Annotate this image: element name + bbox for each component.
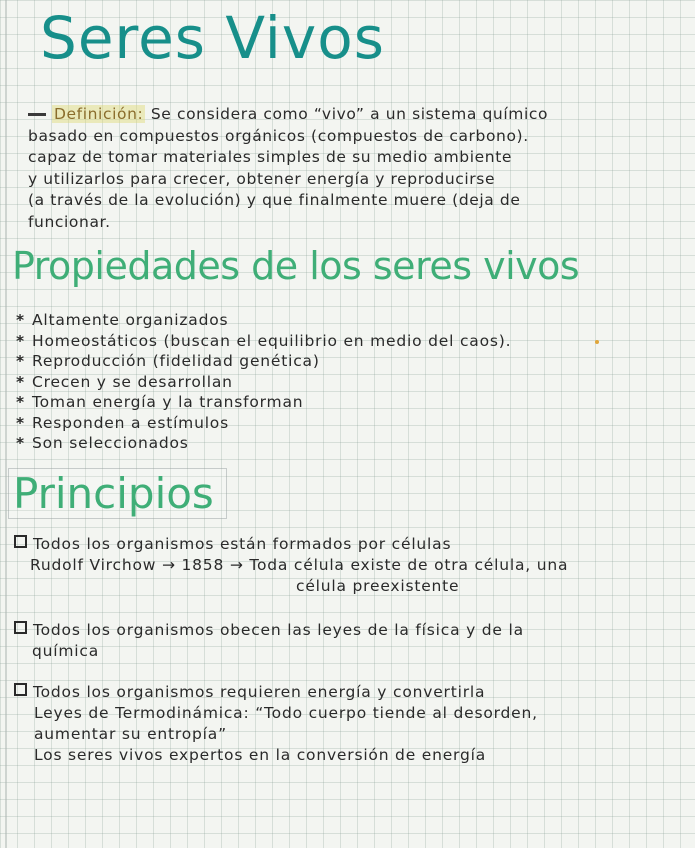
definition-line-5: (a través de la evolución) y que finalmente muere (deja de: [28, 191, 521, 209]
asterisk-bullet-icon: *: [16, 434, 25, 452]
principle-3-line-4: Los seres vivos expertos en la conversión de energía: [34, 746, 487, 764]
list-item: * Reproducción (fidelidad genética): [16, 352, 320, 370]
principle-1-line-2: Rudolf Virchow → 1858 → Toda célula existe de otra célula, una: [30, 556, 569, 574]
page-title: Seres Vivos: [40, 4, 385, 72]
principle-item-3: [14, 682, 679, 766]
list-item: * Responden a estímulos: [16, 413, 229, 432]
checkbox-square-icon: [14, 683, 27, 696]
principle-item-2: [14, 620, 679, 662]
definition-label: Definición:: [54, 105, 144, 123]
principle-3-line-1: Todos los organismos requieren energía y convertirla: [33, 683, 486, 701]
asterisk-bullet-icon: *: [16, 413, 25, 432]
principles-heading: [8, 468, 227, 519]
definition-line-4: y utilizarlos para crecer, obtener energía y reproducirse: [28, 169, 496, 188]
asterisk-bullet-icon: *: [16, 393, 25, 411]
list-item: * Altamente organizados: [16, 311, 229, 329]
list-item: * Homeostáticos (buscan el equilibrio en medio del caos).: [16, 331, 512, 350]
list-item: * Crecen y se desarrollan: [16, 372, 233, 391]
definition-line-2: basado en compuestos orgánicos (compuestos de carbono).: [28, 126, 529, 145]
checkbox-square-icon: [14, 621, 27, 634]
definition-line-1: Definición: Se considera como “vivo” a un sistema químico: [28, 104, 668, 126]
principle-item-1: [14, 534, 679, 597]
asterisk-bullet-icon: *: [16, 372, 25, 391]
paper-speck: [595, 340, 599, 344]
principle-2-line-1: Todos los organismos obecen las leyes de la física y de la: [33, 621, 524, 639]
definition-block: [28, 104, 668, 233]
asterisk-bullet-icon: *: [16, 352, 25, 370]
definition-line-6: funcionar.: [28, 212, 111, 231]
dash-icon: [28, 113, 46, 116]
list-item: * Toman energía y la transforman: [16, 393, 304, 411]
properties-list: [16, 310, 511, 454]
principle-1-line-1: Todos los organismos están formados por células: [33, 535, 452, 553]
definition-line-3: capaz de tomar materiales simples de su medio ambiente: [28, 148, 513, 166]
checkbox-square-icon: [14, 535, 27, 548]
principle-2-line-2: química: [32, 642, 99, 660]
properties-heading: Propiedades de los seres vivos: [12, 244, 580, 288]
asterisk-bullet-icon: *: [16, 311, 25, 329]
principles-heading-text: Principios: [8, 468, 227, 519]
list-item: * Son seleccionados: [16, 434, 189, 452]
asterisk-bullet-icon: *: [16, 331, 25, 350]
page-margin-line: [5, 0, 7, 848]
principle-3-line-3: aumentar su entropía”: [34, 725, 227, 743]
principle-3-line-2: Leyes de Termodinámica: “Todo cuerpo tiende al desorden,: [34, 704, 538, 722]
principle-1-line-3: célula preexistente: [296, 577, 460, 595]
